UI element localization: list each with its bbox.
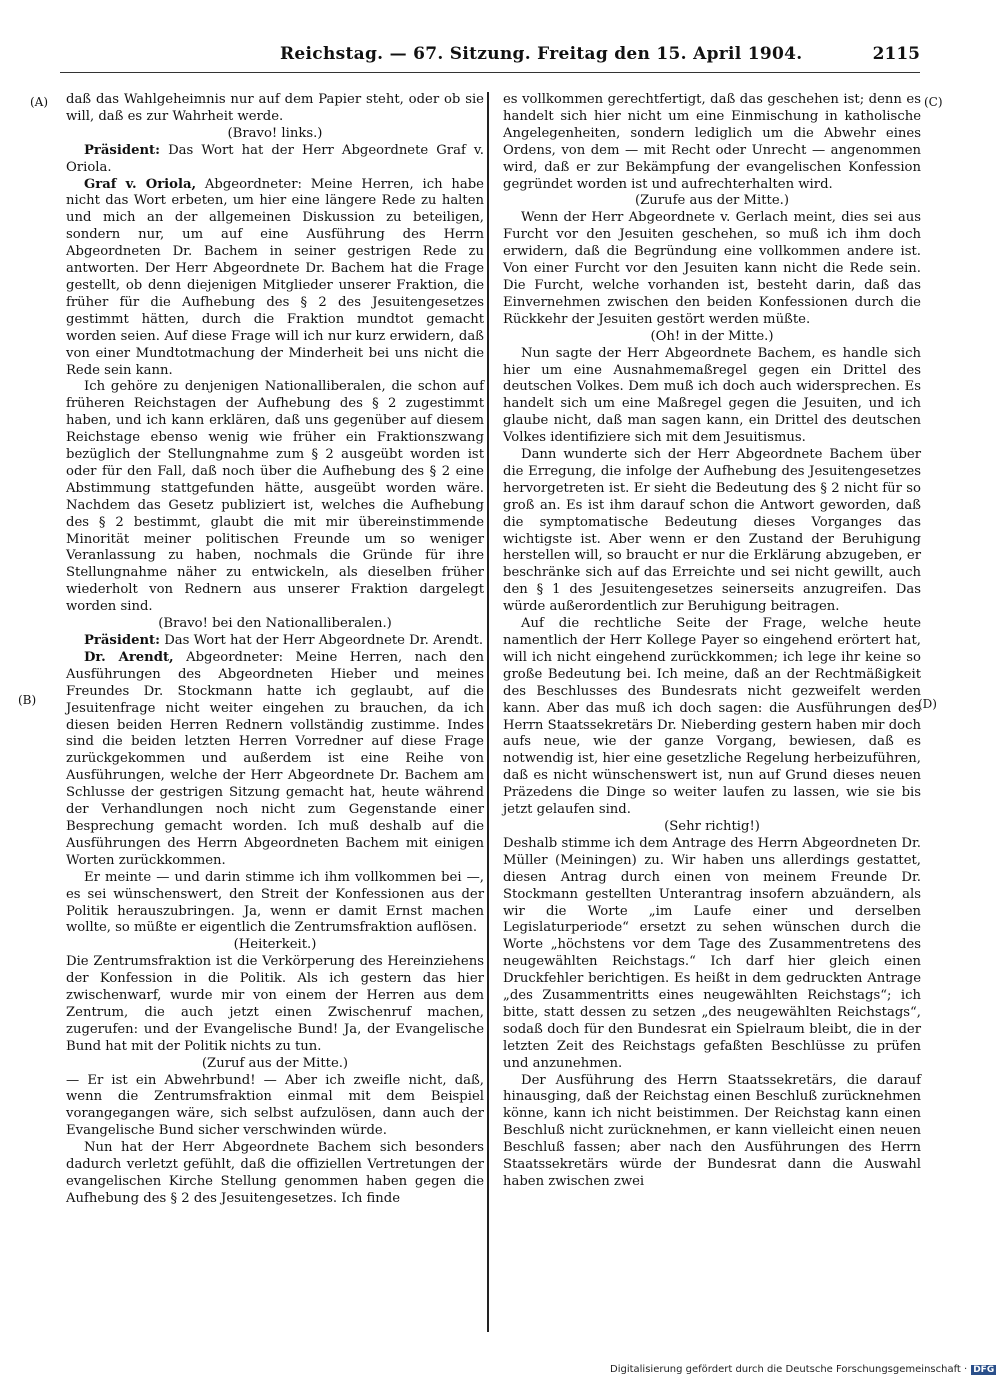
left-column [66, 92, 484, 1208]
paragraph [503, 447, 921, 616]
interjection [503, 193, 921, 210]
paragraph [503, 92, 921, 193]
paragraph-text: (Sehr richtig!) [664, 818, 760, 834]
paragraph-text: (Bravo! bei den Nationalliberalen.) [158, 616, 392, 632]
paragraph-text: (Oh! in der Mitte.) [650, 328, 774, 344]
paragraph [66, 92, 484, 126]
paragraph [66, 177, 484, 380]
interjection [66, 937, 484, 954]
page-number: 2115 [872, 44, 920, 64]
paragraph-text: Wenn der Herr Abgeordnete v. Gerlach meint, dies sei aus Furcht vor den Jesuiten geschehen, so muß ich ihm doch erwidern, daß die Begründung eine vollkommen andere ist. Von einer Furcht vor den Jesuiten kann nicht die Rede sein. Die Furcht, welche vorhanden ist, besteht darin, daß das Einvernehmen zwischen den beiden Konfessionen durch die Rückkehr der Jesuiten gestört werden müßte. [503, 210, 921, 327]
paragraph-text: Ich gehöre zu denjenigen Nationalliberalen, die schon auf früheren Reichstagen der Aufhebung des § 2 zugestimmt haben, und ich kann erklären, daß uns gegenüber auf diesem Reichstage ebenso wenig wie früher ein Fraktionszwang bezüglich der Stellungnahme zum § 2 ausgeübt worden ist oder für den Fall, daß noch über die Aufhebung des § 2 eine Abstimmung stattgefunden hätte, ausgeübt worden wäre. Nachdem das Gesetz publiziert ist, welches die Aufhebung des § 2 bestimmt, glaubt die mit mir übereinstimmende Minorität meiner politischen Freunde um so weniger Veranlassung zu haben, nochmals die Gründe für ihre Stellungnahme näher zu entwickeln, als dieselben früher wiederholt von Rednern aus unserer Fraktion dargelegt worden sind. [66, 379, 484, 615]
margin-marker-b: (B) [18, 693, 37, 707]
paragraph [503, 836, 921, 1073]
interjection [66, 1056, 484, 1073]
paragraph-text: (Zuruf aus der Mitte.) [201, 1055, 349, 1071]
paragraph-text: — Er ist ein Abwehrbund! — Aber ich zweifle nicht, daß, wenn die Zentrumsfraktion einmal mit dem Beispiel vorangegangen wäre, sich selbst aufzulösen, dann auch der Evangelische Bund sicher verschwinden würde. [66, 1072, 484, 1139]
paragraph-text: Dann wunderte sich der Herr Abgeordnete Bachem über die Erregung, die infolge der Aufhebung des Jesuitengesetzes hervorgetreten ist. Er sieht die Bedeutung des § 2 nicht für so groß an. Es ist ihm darauf schon die Antwort geworden, daß die symptomatische Bedeutung dieses Vorganges das wichtigste ist. Aber wenn er den Zustand der Beruhigung herstellen will, so braucht er nur die Erklärung abzugeben, er beschränke sich auf das Erreichte und sei nicht gewillt, auch den § 1 des Jesuitengesetzes seinerseits anzugreifen. Das würde außerordentlich zur Beruhigung beitragen. [503, 447, 921, 615]
interjection [66, 126, 484, 143]
dfg-logo: DFG [973, 1365, 995, 1375]
paragraph [503, 616, 921, 819]
paragraph [66, 143, 484, 177]
footer-credit [610, 1364, 996, 1375]
paragraph [66, 870, 484, 938]
paragraph-text: (Bravo! links.) [227, 125, 323, 141]
paragraph [66, 379, 484, 616]
paragraph-text: Er meinte — und darin stimme ich ihm vollkommen bei —, es sei wünschenswert, den Streit der Konfessionen aus der Politik herauszubringen. Ja, wenn er damit Ernst machen wollte, so müßte er eigentlich die Zentrumsfraktion auflösen. [66, 869, 484, 936]
paragraph [503, 210, 921, 328]
paragraph-text: Abgeordneter: Meine Herren, ich habe nicht das Wort erbeten, um hier eine längere Rede zu halten und mich an der allgemeinen Diskussion zu beteiligen, sondern nur, um auf eine Ausführung des Herrn Abgeordneten Dr. Bachem in seiner gestrigen Rede zu antworten. Der Herr Abgeordnete Dr. Bachem hat die Frage gestellt, ob denn diejenigen Mitglieder unserer Fraktion, die früher für die Aufhebung des § 2 des Jesuitengesetzes gestimmt hätten, durch die Fraktion mundtot gemacht worden seien. Auf diese Frage will ich nur kurz erwidern, daß von einer Mundtotmachung der Minderheit bei uns nicht die Rede sein kann. [66, 176, 484, 378]
paragraph-text: Deshalb stimme ich dem Antrage des Herrn Abgeordneten Dr. Müller (Meiningen) zu. Wir haben uns allerdings gestattet, diesen Antrag durch einen von meinem Freunde Dr. Stockmann gestellten Unterantrag insofern abzuändern, als wir die Worte „im Laufe einer und derselben Legislaturperiode“ ersetzt zu sehen wünschen durch die Worte „höchstens vor dem Tage des Zusammentretens des neugewählten Reichstags.“ Ich darf hier gleich einen Druckfehler berichtigen. Es heißt in dem gedruckten Antrage „des Zusammentritts eines neugewählten Reichstags“; ich bitte, statt dessen zu setzen „des neugewählten Reichstags“, sodaß doch für den Bundesrat ein Spielraum bleibt, die in der letzten Zeit des Reichstags gefaßten Beschlüsse zu prüfen und anzunehmen. [503, 835, 921, 1071]
interjection [503, 819, 921, 836]
paragraph-text: Nun sagte der Herr Abgeordnete Bachem, es handle sich hier um eine Ausnahmemaßregel gegen ein Drittel des deutschen Volkes. Dem muß ich doch auch widersprechen. Es handelt sich um eine Maßregel gegen die Jesuiten, und ich glaube nicht, daß man sagen kann, ein Drittel des deutschen Volkes identifiziere sich mit dem Jesuitismus. [503, 345, 921, 446]
margin-marker-d: (D) [918, 697, 937, 711]
speaker-name: Präsident: [84, 633, 161, 648]
paragraph [503, 1073, 921, 1191]
paragraph [66, 954, 484, 1055]
paragraph [503, 346, 921, 447]
paragraph [66, 650, 484, 870]
margin-marker-a: (A) [30, 95, 49, 109]
paragraph-text: (Heiterkeit.) [233, 937, 317, 953]
page-header [60, 44, 920, 68]
paragraph-text: Das Wort hat der Herr Abgeordnete Graf v. Oriola. [66, 142, 484, 175]
margin-marker-c: (C) [924, 95, 943, 109]
interjection [66, 616, 484, 633]
paragraph-text: Der Ausführung des Herrn Staatssekretärs, die darauf hinausging, daß der Reichstag einen Beschluß zurücknehmen könne, kann ich nicht beistimmen. Der Reichstag kann einen Beschluß nicht zurücknehmen, er kann vielleicht einen neuen Beschluß fassen; aber nach den Ausführungen des Herrn Staatssekretärs würde der Bundesrat dann die Auswahl haben zwischen zwei [503, 1072, 921, 1189]
header-rule [60, 72, 920, 73]
paragraph-text: Abgeordneter: Meine Herren, nach den Ausführungen des Abgeordneten Hieber und meines Freundes Dr. Stockmann hatte ich geglaubt, auf die Jesuitenfrage nicht weiter eingehen zu brauchen, da ich diesen beiden Herren Rednern vollständig zustimme. Indes sind die beiden letzten Herren Vorredner auf diese Frage zurückgekommen und außerdem ist eine Reihe von Ausführungen, welche der Herr Abgeordnete Dr. Bachem am Schlusse der gestrigen Sitzung gemacht hat, heute während der Verhandlungen noch nicht zum Gegenstande einer Besprechung gemacht worden. Ich muß deshalb auf die Ausführungen des Herrn Abgeordneten Bachem mit einigen Worten zurückkommen. [66, 649, 484, 868]
paragraph-text: es vollkommen gerechtfertigt, daß das geschehen ist; denn es handelt sich hier nicht um eine Einmischung in katholische Angelegenheiten, sondern lediglich um die Abwehr eines Ordens, von dem — mit Recht oder Unrecht — angenommen wird, daß er zur Bekämpfung der evangelischen Konfession gegründet worden ist und aufrechterhalten wird. [503, 92, 921, 192]
paragraph-text: daß das Wahlgeheimnis nur auf dem Papier steht, oder ob sie will, daß es zur Wahrheit werde. [66, 92, 484, 124]
footer-text: Digitalisierung gefördert durch die Deutsche Forschungsgemeinschaft · [610, 1364, 968, 1375]
paragraph-text: Die Zentrumsfraktion ist die Verkörperung des Hereinziehens der Konfession in die Politik. Als ich gestern das hier zwischenwarf, wurde mir von einem der Herren aus dem Zentrum, die auch jetzt einen Zwischenruf machen, zugerufen: und der Evangelische Bund! Ja, der Evangelische Bund hat mit der Politik nichts zu tun. [66, 954, 484, 1054]
speaker-name: Präsident: [84, 142, 161, 158]
running-title: Reichstag. — 67. Sitzung. Freitag den 15. April 1904. [280, 44, 803, 64]
right-column [503, 92, 921, 1191]
paragraph-text: (Zurufe aus der Mitte.) [635, 193, 789, 209]
interjection [503, 329, 921, 346]
column-divider [487, 92, 489, 1332]
paragraph-text: Nun hat der Herr Abgeordnete Bachem sich besonders dadurch verletzt gefühlt, daß die offiziellen Vertretungen der evangelischen Kirche Stellung genommen haben gegen die Aufhebung des § 2 des Jesuitengesetzes. Ich finde [66, 1140, 484, 1206]
paragraph-text: Auf die rechtliche Seite der Frage, welche heute namentlich der Herr Kollege Payer so eingehend erörtert hat, will ich nicht eingehend zurückkommen; ich lege ihr keine so große Bedeutung bei. Ich meine, daß an der Rechtmäßigkeit des Beschlusses des Bundesrats nicht gezweifelt werden kann. Aber das muß ich doch sagen: die Ausführungen des Herrn Staatssekretärs Dr. Nieberding gestern haben mir doch aufs neue, wie der ganze Vorgang, bewiesen, daß es notwendig ist, hier eine gesetzliche Regelung herbeizuführen, daß es nicht wünschenswert ist, nun auf Grund dieses neuen Präzedens die Dinge so weiter laufen zu lassen, wie sie bis jetzt gelaufen sind. [503, 616, 921, 818]
paragraph [66, 1140, 484, 1208]
paragraph-text: Das Wort hat der Herr Abgeordnete Dr. Arendt. [160, 633, 484, 648]
paragraph [66, 633, 484, 650]
speaker-name: Dr. Arendt, [84, 649, 174, 665]
paragraph [66, 1073, 484, 1141]
speaker-name: Graf v. Oriola, [84, 176, 197, 192]
